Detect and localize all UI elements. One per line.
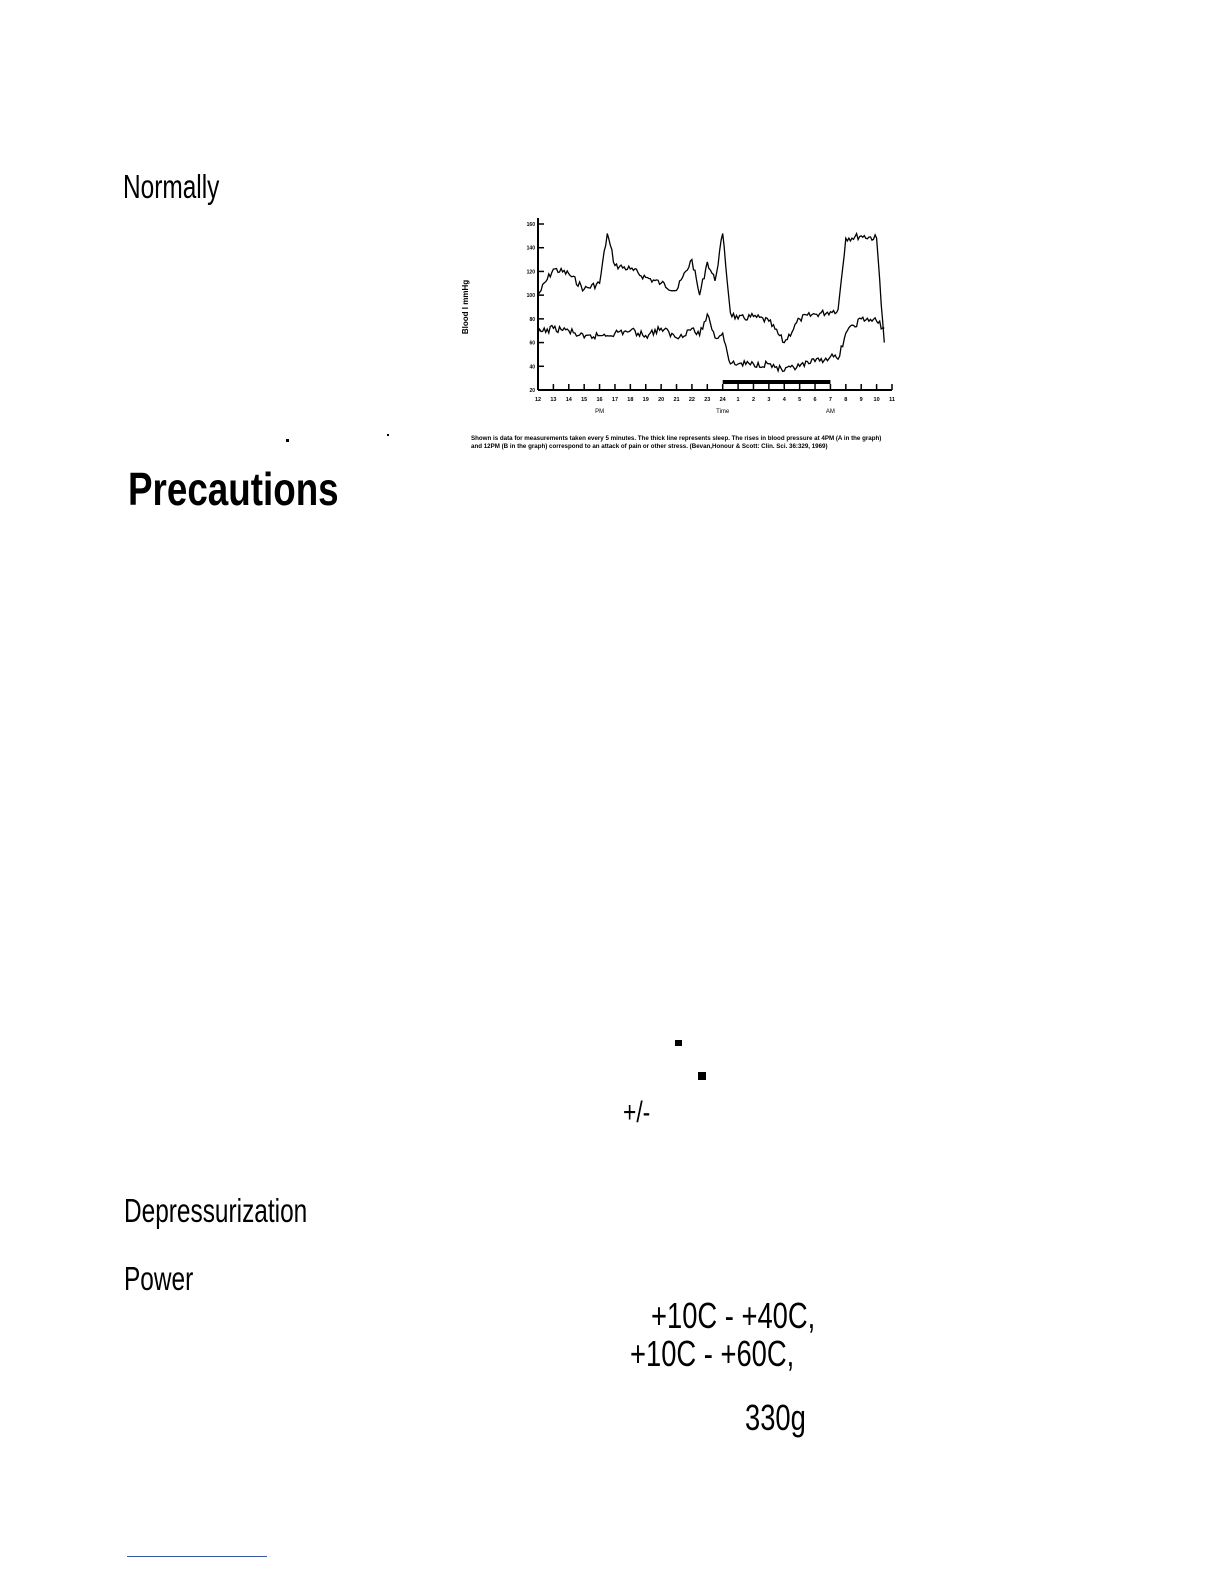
- value-plus-minus: [623, 1098, 659, 1128]
- x-tick-label: 21: [673, 397, 680, 403]
- plus-minus-text: +/-: [623, 1096, 651, 1129]
- x-tick-label: 23: [704, 397, 711, 403]
- figure-caption: Shown is data for measurements taken every 5 minutes. The thick line represents sleep. The rises in blood pressure at 4PM (A in the graph) and 12PM (B in the graph) correspond to an attack of pain or other stress. (Bevan,Honour & Scott: Clin. Sci. 36:329, 1969): [471, 435, 882, 450]
- label-normally-text: Normally: [123, 168, 220, 205]
- y-tick-label: 100: [526, 293, 535, 300]
- y-tick-label: 40: [529, 364, 535, 371]
- x-tick-label: 6: [813, 397, 817, 403]
- x-tick-label: 9: [859, 397, 863, 403]
- section-heading-precautions: [128, 463, 391, 515]
- stray-mark: [286, 439, 289, 442]
- temp-range-2-text: +10C - +60C,: [630, 1333, 795, 1374]
- footnote-rule: [127, 1556, 267, 1557]
- x-tick-label: 18: [627, 397, 634, 403]
- x-tick-label: 19: [642, 397, 649, 403]
- x-tick-label: 4: [782, 397, 786, 403]
- x-tick-label: 16: [596, 397, 603, 403]
- y-tick-label: 60: [529, 340, 535, 347]
- x-tick-label: 5: [798, 397, 802, 403]
- label-power-text: Power: [124, 1260, 194, 1297]
- label-normally: [123, 170, 253, 203]
- y-tick-label: 160: [526, 222, 535, 228]
- label-depressurization: [124, 1194, 372, 1227]
- bullet-mark: [675, 1040, 682, 1046]
- temp-range-1-text: +10C - +40C,: [651, 1295, 816, 1336]
- x-tick-label: 2: [751, 397, 756, 403]
- y-tick-label: 140: [526, 245, 535, 252]
- y-tick-label: 80: [529, 316, 535, 323]
- period-label: Time: [716, 409, 730, 415]
- x-tick-label: 8: [844, 397, 848, 403]
- stray-mark: [387, 434, 389, 436]
- x-tick-label: 12: [534, 397, 542, 403]
- heading-text: Precautions: [128, 463, 339, 515]
- x-tick-label: 22: [688, 397, 695, 403]
- x-tick-label: 13: [550, 397, 557, 403]
- series-line-2: [538, 314, 884, 371]
- y-axis-label: Blood I mmHg: [461, 279, 470, 335]
- x-tick-label: 24: [719, 397, 726, 403]
- value-weight: [745, 1397, 825, 1438]
- x-tick-label: 14: [565, 397, 572, 403]
- value-temp-range-1: [651, 1295, 867, 1336]
- x-tick-label: 7: [828, 397, 832, 403]
- x-tick-label: 17: [611, 397, 619, 403]
- x-tick-label: 1: [736, 397, 740, 403]
- period-label: PM: [595, 409, 605, 415]
- x-tick-label: 10: [873, 397, 880, 403]
- value-temp-range-2: [630, 1333, 846, 1374]
- x-tick-label: 11: [889, 397, 895, 403]
- x-tick-label: 15: [581, 397, 588, 403]
- x-tick-label: 20: [658, 397, 665, 403]
- bullet-mark: [698, 1072, 706, 1080]
- label-depressurization-text: Depressurization: [124, 1192, 308, 1229]
- x-tick-label: 3: [767, 397, 771, 403]
- y-tick-label: 120: [526, 269, 535, 276]
- label-power: [124, 1262, 218, 1295]
- period-label: AM: [825, 409, 835, 415]
- y-tick-label: 20: [529, 388, 535, 394]
- weight-text: 330g: [745, 1397, 806, 1438]
